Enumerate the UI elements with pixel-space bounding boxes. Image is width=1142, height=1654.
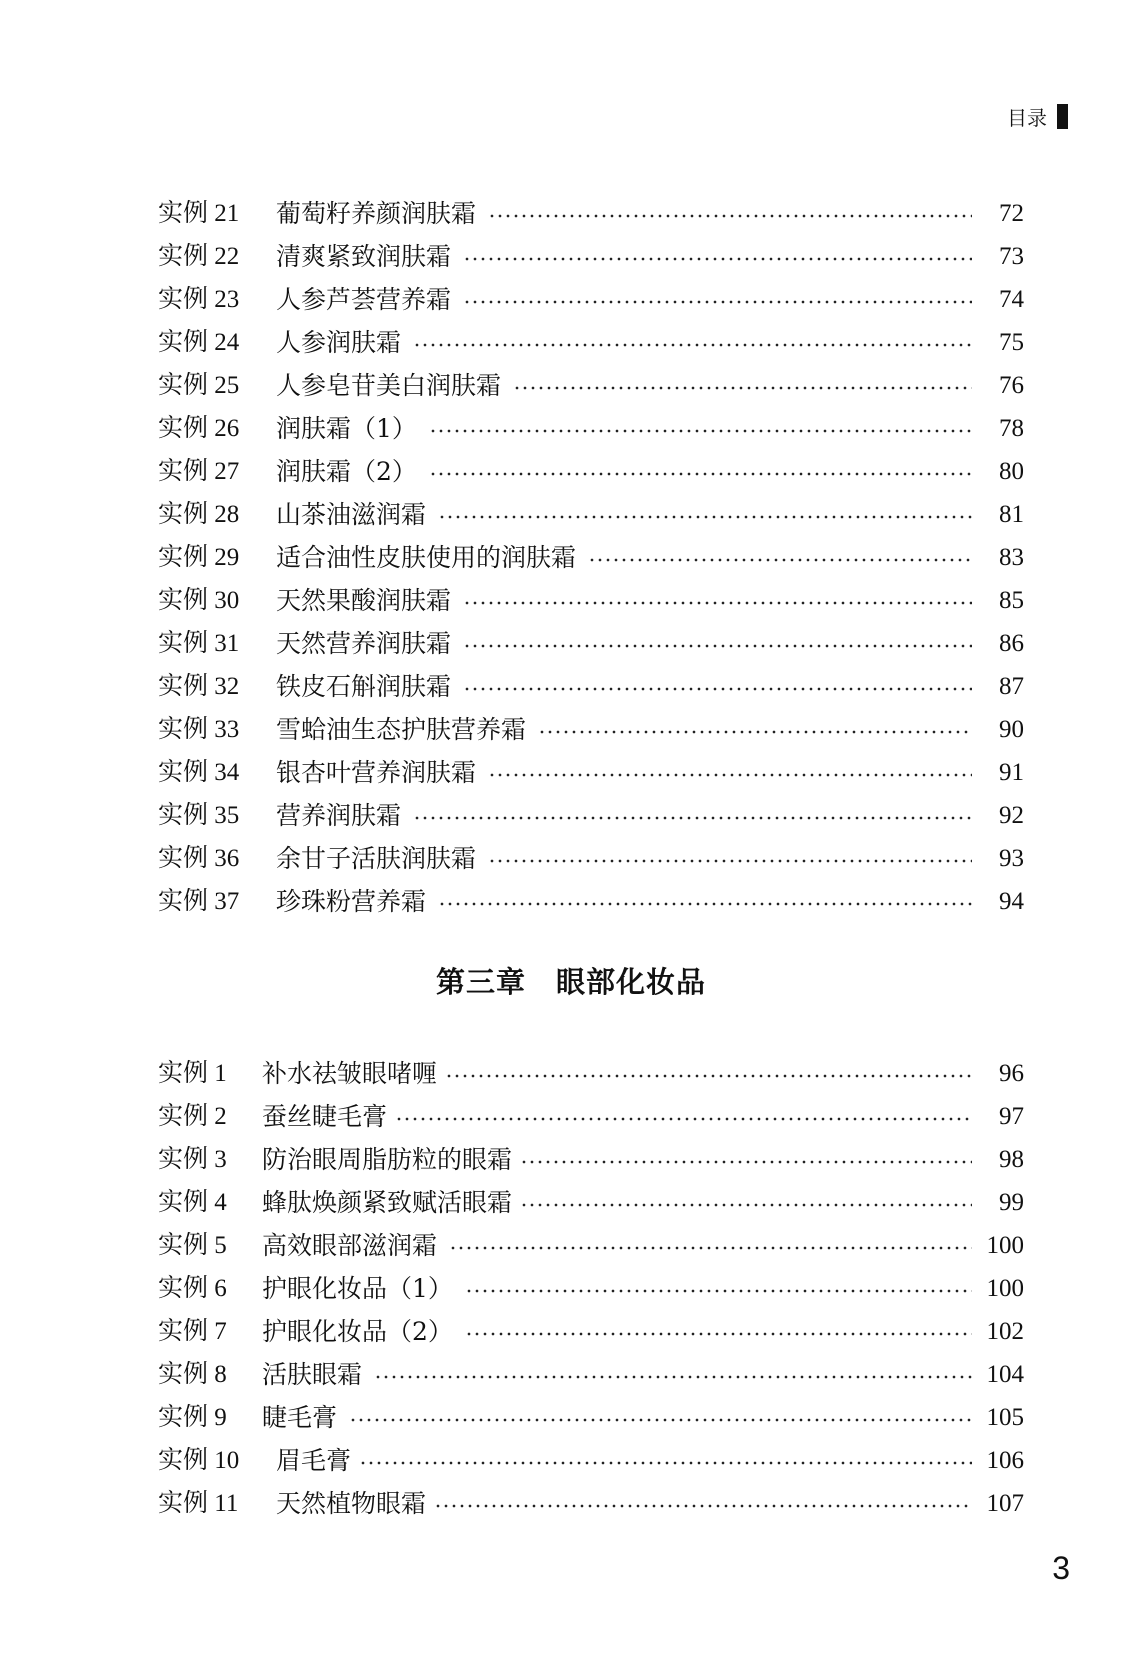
running-header	[1007, 102, 1068, 131]
toc-entry[interactable]	[158, 407, 1024, 450]
entry-page: 87	[999, 673, 1024, 700]
entry-number: 实例 22	[158, 243, 240, 270]
dot-leader	[463, 687, 972, 691]
dot-leader	[520, 1160, 972, 1164]
entry-page: 72	[999, 200, 1024, 227]
toc-entry[interactable]	[158, 1138, 1024, 1181]
toc-entry[interactable]	[158, 1396, 1024, 1439]
entry-number: 实例 33	[158, 716, 240, 743]
entry-number: 实例 34	[158, 759, 240, 786]
toc-entry[interactable]	[158, 880, 1024, 923]
entry-title: 高效眼部滋润霜	[262, 1231, 438, 1260]
entry-number: 实例 26	[158, 415, 240, 442]
entry-title: 铁皮石斛润肤霜	[276, 672, 452, 701]
toc-entry[interactable]	[158, 192, 1024, 235]
entry-page: 102	[986, 1318, 1024, 1345]
entry-page: 94	[999, 888, 1024, 915]
entry-number: 实例 6	[158, 1275, 227, 1302]
entry-page: 98	[999, 1146, 1024, 1173]
entry-page: 90	[999, 716, 1024, 743]
dot-leader	[445, 1074, 972, 1078]
entry-title: 睫毛膏	[262, 1403, 338, 1432]
entry-title: 润肤霜（1）	[276, 414, 417, 443]
dot-leader	[349, 1418, 972, 1422]
entry-number: 实例 24	[158, 329, 240, 356]
entry-title: 葡萄籽养颜润肤霜	[276, 199, 477, 228]
entry-page: 76	[999, 372, 1024, 399]
entry-title: 护眼化妆品（1）	[262, 1274, 453, 1303]
entry-page: 104	[986, 1361, 1024, 1388]
dot-leader	[434, 1504, 972, 1508]
toc-entry[interactable]	[158, 708, 1024, 751]
dot-leader	[438, 902, 972, 906]
entry-number: 实例 11	[158, 1490, 239, 1517]
entry-page: 75	[999, 329, 1024, 356]
toc-list-chapter-2	[158, 192, 1024, 923]
entry-title: 银杏叶营养润肤霜	[276, 758, 477, 787]
toc-entry[interactable]	[158, 622, 1024, 665]
page-number: 3	[1052, 1550, 1070, 1586]
toc-entry[interactable]	[158, 1095, 1024, 1138]
entry-number: 实例 10	[158, 1447, 240, 1474]
dot-leader	[413, 343, 972, 347]
dot-leader	[413, 816, 972, 820]
entry-number: 实例 37	[158, 888, 240, 915]
entry-title: 适合油性皮肤使用的润肤霜	[276, 543, 577, 572]
entry-title: 雪蛤油生态护肤营养霜	[276, 715, 527, 744]
dot-leader	[463, 644, 972, 648]
toc-entry[interactable]	[158, 235, 1024, 278]
dot-leader	[520, 1203, 972, 1207]
toc-entry[interactable]	[158, 751, 1024, 794]
toc-entry[interactable]	[158, 1267, 1024, 1310]
entry-page: 106	[986, 1447, 1024, 1474]
entry-page: 107	[986, 1490, 1024, 1517]
entry-page: 83	[999, 544, 1024, 571]
toc-list-chapter-3	[158, 1052, 1024, 1525]
toc-entry[interactable]	[158, 1181, 1024, 1224]
dot-leader	[463, 257, 972, 261]
entry-number: 实例 35	[158, 802, 240, 829]
entry-page: 85	[999, 587, 1024, 614]
toc-entry[interactable]	[158, 1439, 1024, 1482]
toc-entry[interactable]	[158, 794, 1024, 837]
entry-title: 眉毛膏	[276, 1446, 352, 1475]
entry-number: 实例 23	[158, 286, 240, 313]
toc-entry[interactable]	[158, 1052, 1024, 1095]
entry-number: 实例 30	[158, 587, 240, 614]
entry-number: 实例 28	[158, 501, 240, 528]
toc-entry[interactable]	[158, 665, 1024, 708]
dot-leader	[463, 300, 972, 304]
entry-title: 营养润肤霜	[276, 801, 402, 830]
entry-page: 74	[999, 286, 1024, 313]
toc-entry[interactable]	[158, 837, 1024, 880]
entry-number: 实例 8	[158, 1361, 227, 1388]
entry-title: 润肤霜（2）	[276, 457, 417, 486]
entry-title: 天然果酸润肤霜	[276, 586, 452, 615]
dot-leader	[463, 601, 972, 605]
toc-entry[interactable]	[158, 1353, 1024, 1396]
toc-entry[interactable]	[158, 1310, 1024, 1353]
toc-entry[interactable]	[158, 321, 1024, 364]
dot-leader	[488, 214, 972, 218]
dot-leader	[588, 558, 972, 562]
entry-page: 81	[999, 501, 1024, 528]
entry-number: 实例 4	[158, 1189, 227, 1216]
dot-leader	[488, 859, 972, 863]
chapter-title: 第三章 眼部化妆品	[435, 965, 706, 999]
entry-page: 92	[999, 802, 1024, 829]
toc-entry[interactable]	[158, 364, 1024, 407]
dot-leader	[538, 730, 972, 734]
entry-title: 天然植物眼霜	[276, 1489, 427, 1518]
dot-leader	[465, 1289, 972, 1293]
entry-number: 实例 29	[158, 544, 240, 571]
entry-number: 实例 36	[158, 845, 240, 872]
entry-title: 蜂肽焕颜紧致赋活眼霜	[262, 1188, 513, 1217]
entry-title: 补水祛皱眼啫喱	[262, 1059, 438, 1088]
dot-leader	[429, 429, 972, 433]
entry-number: 实例 7	[158, 1318, 227, 1345]
entry-number: 实例 5	[158, 1232, 227, 1259]
entry-title: 人参芦荟营养霜	[276, 285, 452, 314]
entry-page: 91	[999, 759, 1024, 786]
toc-entry[interactable]	[158, 278, 1024, 321]
dot-leader	[449, 1246, 972, 1250]
toc-entry[interactable]	[158, 579, 1024, 622]
section-label: 目录	[1007, 106, 1047, 130]
entry-title: 人参皂苷美白润肤霜	[276, 371, 502, 400]
dot-leader	[438, 515, 972, 519]
entry-page: 80	[999, 458, 1024, 485]
toc-entry[interactable]	[158, 1482, 1024, 1525]
entry-title: 活肤眼霜	[262, 1360, 363, 1389]
entry-page: 100	[986, 1275, 1024, 1302]
entry-number: 实例 21	[158, 200, 240, 227]
entry-number: 实例 3	[158, 1146, 227, 1173]
entry-page: 99	[999, 1189, 1024, 1216]
entry-page: 105	[986, 1404, 1024, 1431]
entry-page: 96	[999, 1060, 1024, 1087]
entry-number: 实例 2	[158, 1103, 227, 1130]
entry-number: 实例 1	[158, 1060, 227, 1087]
entry-title: 余甘子活肤润肤霜	[276, 844, 477, 873]
dot-leader	[395, 1117, 972, 1121]
entry-number: 实例 27	[158, 458, 240, 485]
entry-title: 天然营养润肤霜	[276, 629, 452, 658]
entry-page: 100	[986, 1232, 1024, 1259]
entry-number: 实例 9	[158, 1404, 227, 1431]
entry-page: 73	[999, 243, 1024, 270]
entry-title: 蚕丝睫毛膏	[262, 1102, 388, 1131]
dot-leader	[488, 773, 972, 777]
entry-title: 山茶油滋润霜	[276, 500, 427, 529]
entry-title: 清爽紧致润肤霜	[276, 242, 452, 271]
entry-page: 97	[999, 1103, 1024, 1130]
toc-entry[interactable]	[158, 493, 1024, 536]
entry-title: 人参润肤霜	[276, 328, 402, 357]
dot-leader	[513, 386, 972, 390]
entry-page: 93	[999, 845, 1024, 872]
toc-entry[interactable]	[158, 1224, 1024, 1267]
entry-page: 78	[999, 415, 1024, 442]
dot-leader	[429, 472, 972, 476]
dot-leader	[465, 1332, 972, 1336]
entry-number: 实例 32	[158, 673, 240, 700]
header-marker-bar	[1057, 104, 1068, 129]
toc-entry[interactable]	[158, 536, 1024, 579]
entry-title: 防治眼周脂肪粒的眼霜	[262, 1145, 513, 1174]
entry-title: 珍珠粉营养霜	[276, 887, 427, 916]
entry-title: 护眼化妆品（2）	[262, 1317, 453, 1346]
entry-page: 86	[999, 630, 1024, 657]
entry-number: 实例 25	[158, 372, 240, 399]
dot-leader	[359, 1461, 972, 1465]
dot-leader	[374, 1375, 972, 1379]
entry-number: 实例 31	[158, 630, 240, 657]
toc-entry[interactable]	[158, 450, 1024, 493]
